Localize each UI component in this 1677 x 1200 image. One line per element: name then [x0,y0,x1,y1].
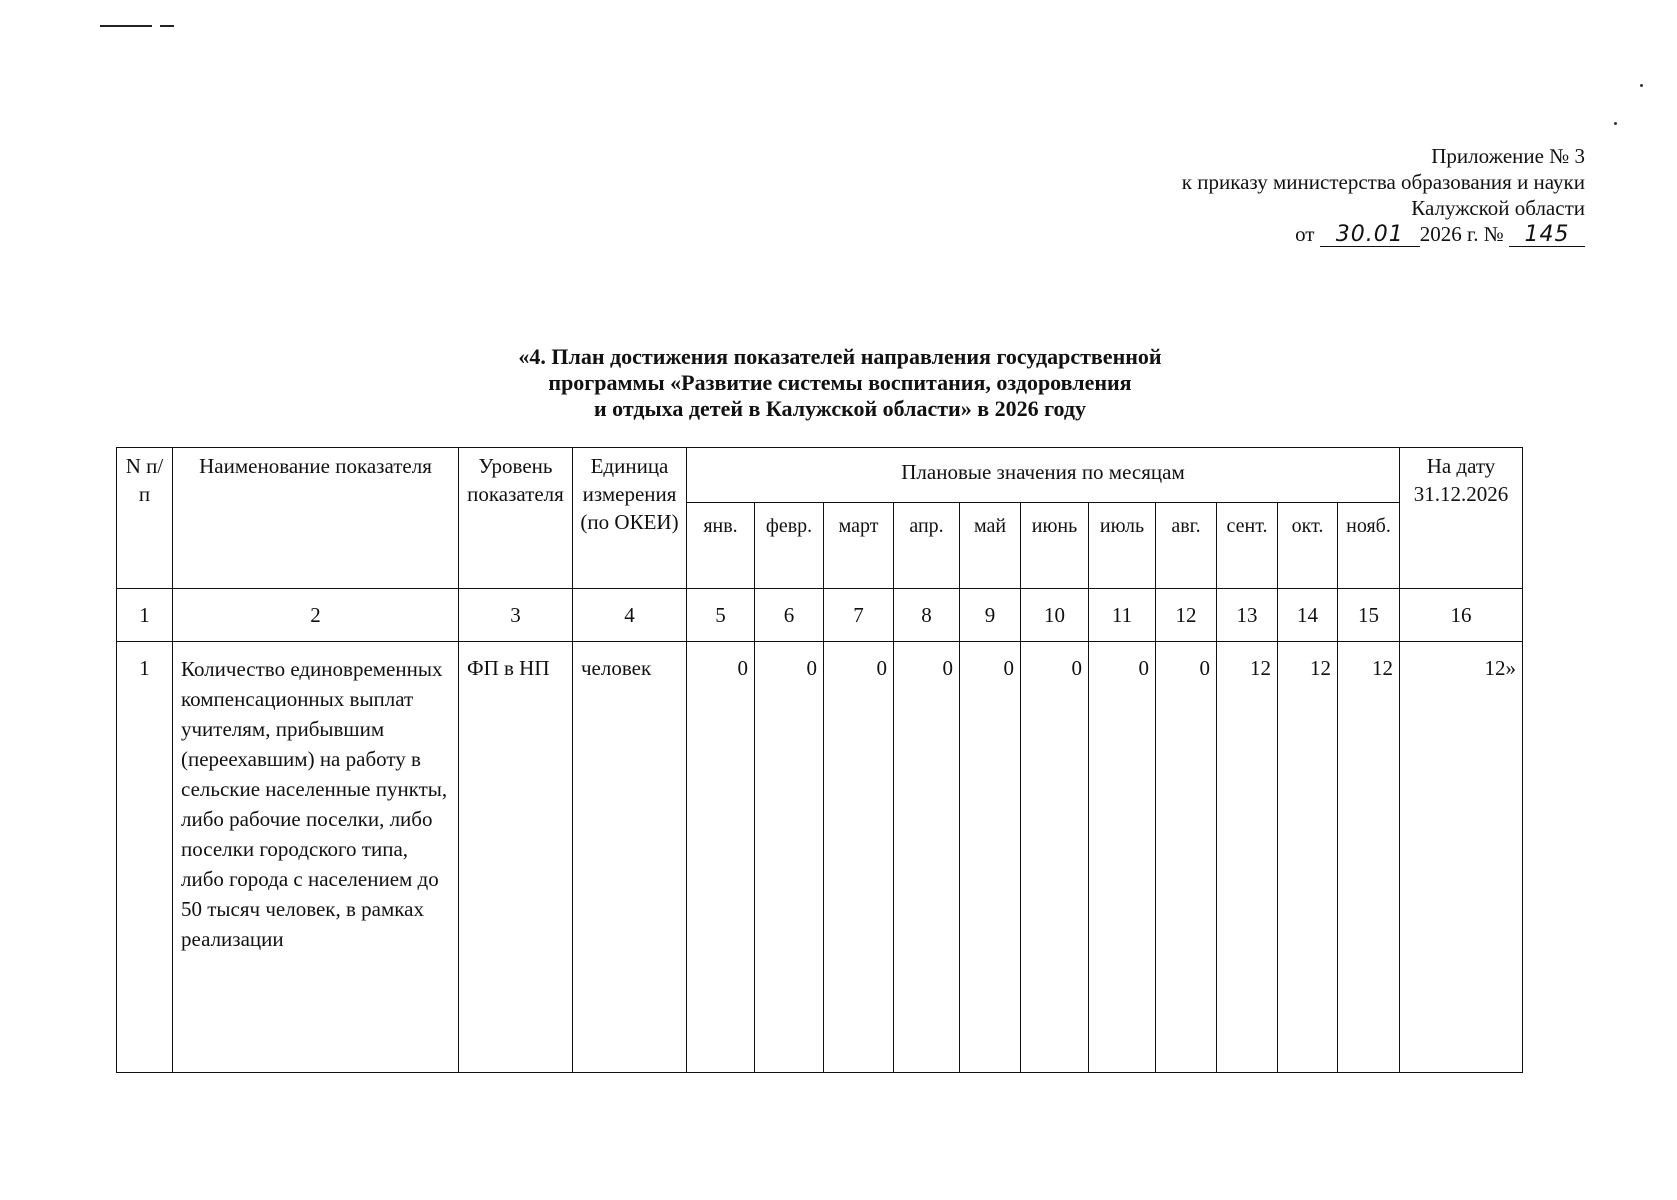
column-number: 13 [1217,589,1278,642]
scan-dot [1640,84,1643,87]
month-value: 0 [894,642,960,1073]
month-header: нояб. [1338,503,1400,589]
month-header: авг. [1156,503,1217,589]
scan-mark [100,25,152,27]
month-header: февр. [755,503,824,589]
title-line: «4. План достижения показателей направления государственной [518,344,1162,369]
indicator-level: ФП в НП [459,642,573,1073]
column-number: 8 [894,589,960,642]
indicator-unit: человек [573,642,687,1073]
column-number: 16 [1400,589,1523,642]
month-value: 0 [1021,642,1089,1073]
indicator-plan-table [116,447,1523,1073]
month-value: 0 [687,642,755,1073]
month-header: март [824,503,894,589]
month-value: 0 [960,642,1021,1073]
title-line: программы «Развитие системы воспитания, оздоровления [548,370,1132,395]
appendix-line: к приказу министерства образования и науки [1181,170,1585,194]
column-number: 6 [755,589,824,642]
row-num: 1 [117,642,173,1073]
header-level: Уровень показателя [459,448,573,589]
month-header: окт. [1278,503,1338,589]
column-number: 1 [117,589,173,642]
appendix-line: Калужской области [1411,196,1585,220]
month-header: апр. [894,503,960,589]
date-prefix: от [1295,222,1315,246]
table-row [117,642,1523,1073]
indicator-name: Количество единовременных компенсационных выплат учителям, прибывшим (переехавшим) на работу в сельские населенные пункты, либо рабочие поселки, либо поселки городского типа, либо города с населением до 50 тысяч человек, в рамках реализации [173,642,459,1073]
column-number: 3 [459,589,573,642]
date-value: 12» [1400,642,1523,1073]
column-number: 9 [960,589,1021,642]
column-number: 14 [1278,589,1338,642]
header-num: N п/п [117,448,173,589]
header-date: На дату 31.12.2026 [1400,448,1523,589]
month-header: июль [1089,503,1156,589]
month-value: 0 [824,642,894,1073]
month-value: 0 [1089,642,1156,1073]
column-number: 7 [824,589,894,642]
month-value: 0 [1156,642,1217,1073]
month-header: май [960,503,1021,589]
column-number: 4 [573,589,687,642]
month-value: 12 [1217,642,1278,1073]
scan-mark [160,25,174,27]
document-title [330,344,1350,422]
month-header: янв. [687,503,755,589]
year-text: 2026 г. № [1419,222,1504,246]
appendix-date-line [1065,221,1585,247]
month-header: сент. [1217,503,1278,589]
column-number: 10 [1021,589,1089,642]
appendix-block [1065,143,1585,247]
column-number: 11 [1089,589,1156,642]
title-line: и отдыха детей в Калужской области» в 2026 году [593,396,1087,421]
scan-dot [1614,122,1617,125]
month-header: июнь [1021,503,1089,589]
month-value: 12 [1338,642,1400,1073]
handwritten-date: 30.01 [1320,224,1420,247]
column-number: 15 [1338,589,1400,642]
header-name: Наименование показателя [173,448,459,589]
column-number: 12 [1156,589,1217,642]
column-number: 2 [173,589,459,642]
appendix-line: Приложение № 3 [1431,144,1585,168]
header-monthly: Плановые значения по месяцам [687,448,1400,503]
header-unit: Единица измерения (по ОКЕИ) [573,448,687,589]
handwritten-number: 145 [1509,224,1585,247]
month-value: 12 [1278,642,1338,1073]
column-number: 5 [687,589,755,642]
month-value: 0 [755,642,824,1073]
